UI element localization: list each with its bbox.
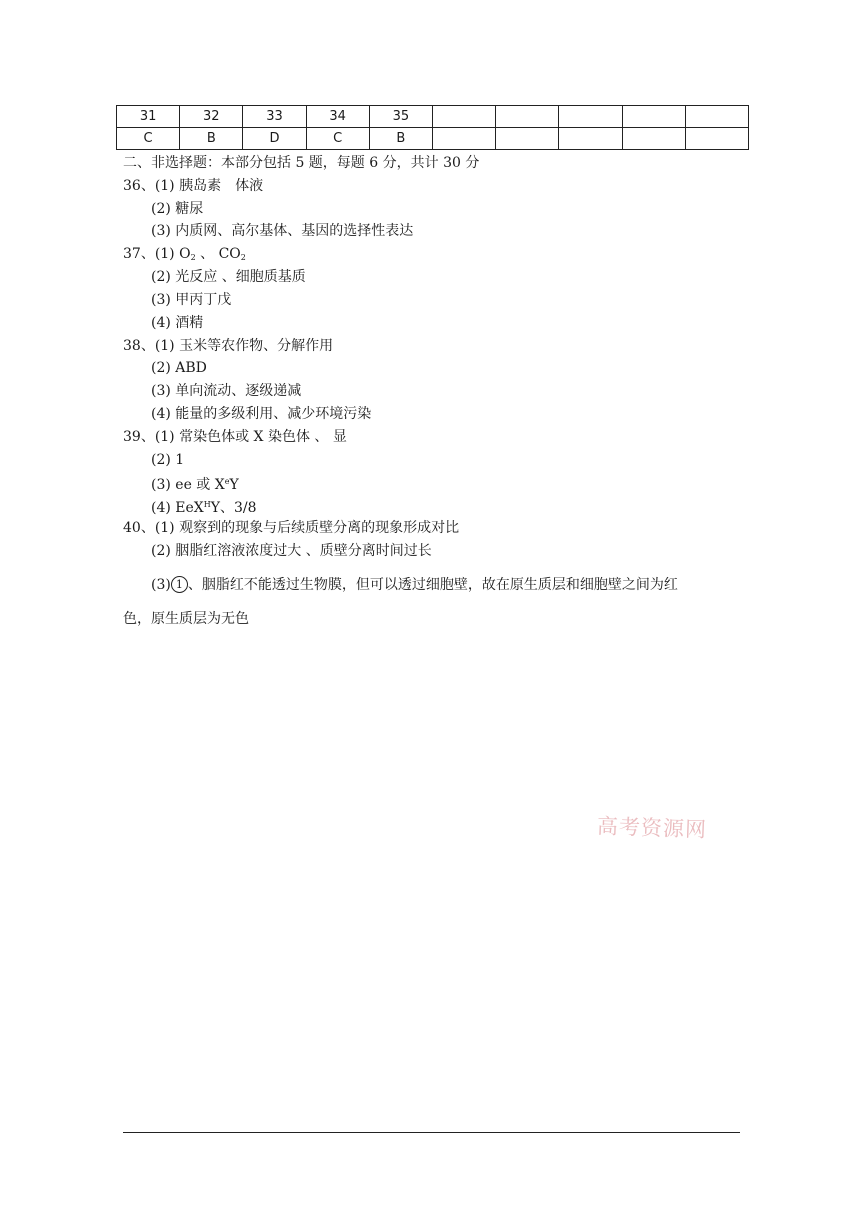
q39-part3-text: Y	[229, 477, 239, 493]
answer-cell	[685, 128, 748, 150]
answer-cell: C	[117, 128, 180, 150]
qnum-cell	[496, 106, 559, 128]
qnum-cell: 31	[117, 106, 180, 128]
qnum-cell: 34	[306, 106, 369, 128]
q40-part3	[151, 575, 678, 595]
q38-part1: 38、(1) 玉米等农作物、分解作用	[123, 338, 334, 354]
q40-part3-continued: 色，原生质层为无色	[123, 611, 249, 627]
q36-part2: (2) 糖尿	[151, 201, 204, 217]
q39-part2: (2) 1	[151, 452, 185, 468]
answer-cell	[622, 128, 685, 150]
q37-part1-text: 、 CO	[195, 246, 241, 262]
q40-part2: (2) 胭脂红溶液浓度过大 、质壁分离时间过长	[151, 543, 432, 559]
q38-part2: (2) ABD	[151, 360, 207, 376]
q37-part1	[123, 244, 246, 268]
answer-row	[117, 128, 749, 150]
answer-cell	[432, 128, 495, 150]
q39-part4-text: (4) EeX	[151, 500, 204, 516]
subscript: 2	[190, 253, 196, 262]
q38-part4: (4) 能量的多级利用、减少环境污染	[151, 406, 372, 422]
footer-divider	[123, 1132, 740, 1133]
qnum-cell	[432, 106, 495, 128]
q39-part4-text: Y、3/8	[210, 500, 257, 516]
q39-part1: 39、(1) 常染色体或 X 染色体 、 显	[123, 429, 347, 445]
answer-cell: B	[180, 128, 243, 150]
q39-part3	[151, 472, 239, 495]
q37-part1-text: 37、(1) O	[123, 246, 191, 262]
question-number-row	[117, 106, 749, 128]
answer-cell: C	[306, 128, 369, 150]
q36-part3: (3) 内质网、高尔基体、基因的选择性表达	[151, 223, 414, 239]
watermark: 高考资源网	[596, 814, 708, 842]
q37-part2: (2) 光反应 、细胞质基质	[151, 269, 306, 285]
answer-cell: D	[243, 128, 306, 150]
superscript: H	[203, 500, 211, 509]
section-title: 二、非选择题：本部分包括 5 题，每题 6 分，共计 30 分	[123, 155, 480, 171]
answer-cell	[496, 128, 559, 150]
qnum-cell	[559, 106, 622, 128]
q38-part3: (3) 单向流动、逐级递减	[151, 383, 302, 399]
answer-cell: B	[369, 128, 432, 150]
subscript: 2	[240, 253, 246, 262]
q39-part3-text: (3) ee 或 X	[151, 477, 225, 493]
q37-part3: (3) 甲丙丁戊	[151, 292, 232, 308]
qnum-cell	[685, 106, 748, 128]
answer-table	[116, 105, 749, 150]
qnum-cell: 32	[180, 106, 243, 128]
superscript: e	[224, 477, 230, 486]
q39-part4	[151, 495, 257, 518]
q36-part1: 36、(1) 胰岛素 体液	[123, 178, 264, 194]
answer-cell	[559, 128, 622, 150]
qnum-cell: 33	[243, 106, 306, 128]
q37-part4: (4) 酒精	[151, 315, 204, 331]
qnum-cell	[622, 106, 685, 128]
qnum-cell: 35	[369, 106, 432, 128]
q40-part3-text: 、胭脂红不能透过生物膜，但可以透过细胞壁，故在原生质层和细胞壁之间为红	[187, 577, 678, 593]
circled-number-icon: 1	[171, 576, 188, 593]
q40-part1: 40、(1) 观察到的现象与后续质壁分离的现象形成对比	[123, 520, 460, 536]
q40-part3-text: (3)	[151, 577, 171, 593]
